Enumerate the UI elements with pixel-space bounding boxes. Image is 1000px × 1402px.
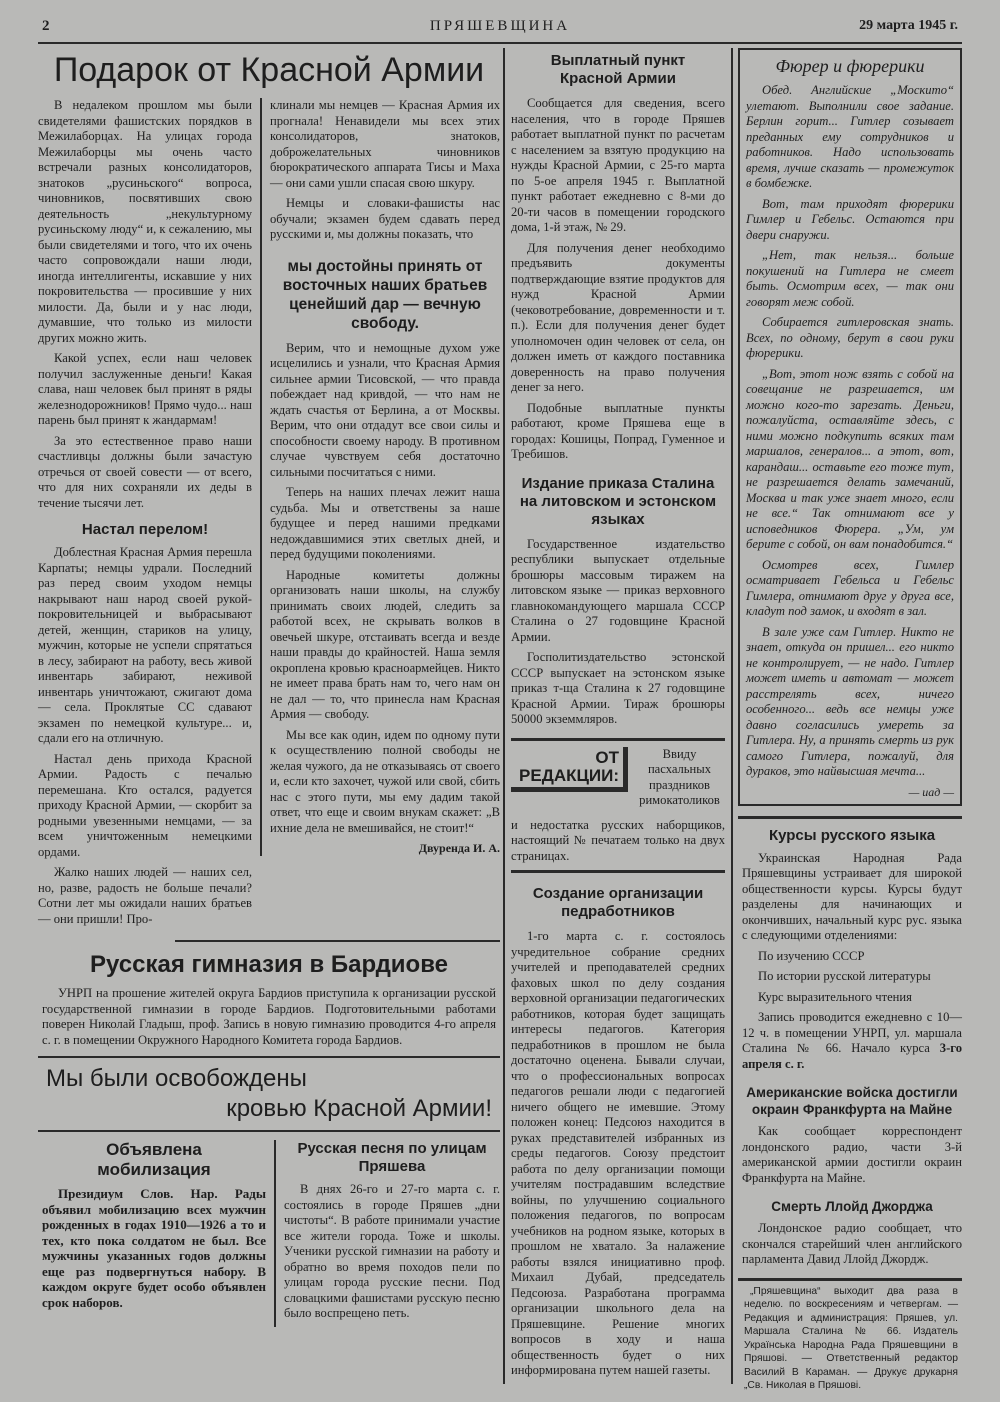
paragraph: В днях 26-го и 27-го марта с. г. состоялись в городе Пряшев „дни чистоты“. В работе принимали участие все жители города. Тоже и школы. Ученики русской гимназии на работу и обратно во время походов пели по улицам города русские песни. Под словацкими фашистами русскую песню было воспрещено петь. (284, 1182, 500, 1320)
article-title-mobilization: Объявлена мобилизация (97, 1140, 211, 1179)
paragraph: Верим, что и немощные духом уже исцелились и узнали, что Красная Армия сильнее армии Тисовской, — что правда побеждает над кривдой, — что нам не ждать счастья от Берлина, а от Москвы. Верим, что они отдадут все свои силы и способности своему народу. В противном случае чувствуем себя достаточно сильными посчитаться с ними. (270, 340, 500, 479)
paragraph: Государственное издательство республики выпускает отдельные брошюры массовым тиражем на литовском языке — приказ верховного главнокомандующего маршала СССР Сталина о 27 годовщине Красной Армии. (511, 536, 725, 644)
article-payment (511, 48, 725, 463)
paragraph (742, 1010, 962, 1072)
paragraph: Президиум Слов. Нар. Рады объявил мобилизацию всех мужчин рожденных в годах 1910—1926 а то и тех, кто пока солдатом не был. Все мужчины указанных годов должны еще раз подвергнуться набору. В каждом округе будет особо объявлен срок наборов. (42, 1186, 266, 1310)
paragraph: Госполитиздательство эстонской СССР выпускает на эстонском языке приказ т-ща Сталина к 27 годовщине Красной Армии. Тираж брошюры 50000 экземмляров. (511, 650, 725, 726)
subheading: Настал перелом! (81, 521, 209, 538)
paragraph: Подобные выплатные пункты работают, кроме Пряшева еще в городах: Кошицы, Попрад, Гуменное и Требишов. (511, 400, 725, 461)
article-title-fuhrer: Фюрер и фюрерики (775, 56, 925, 76)
divider (738, 816, 962, 819)
article-song (274, 1140, 500, 1327)
paragraph: В недалеком прошлом мы были свидетелями фашистских порядков в Межилаборцах. На улицах города Межилаборцы мы очень часто встречали разных консолидаторов, знатоков „русиньского“ вопроса, чиновников, посвятивших свою деятельность „некультурному русиньскому люду“ и, к сежалению, мы были свидетелями и того, что их очень часто сопровождали наши люди, иногда интеллигенты, искавшие у них покровительства — просившие у них милости. Да, были и у нас люди, думавшие, что только из милости других можно жить. (38, 98, 252, 345)
article-title-gymnasium: Русская гимназия в Бардиове (90, 951, 448, 978)
divider (38, 1130, 500, 1132)
bottom-articles (38, 1140, 500, 1327)
paragraph: Теперь на наших плечах лежит наша судьба. Мы и ответствены за наше будущее и перед нашими предками недождавшимися этих светлых дней, и перед будущими поколениями. (270, 485, 500, 561)
editorial-side-text: Ввиду пасхальных праздников римокатоликов (639, 746, 720, 807)
paragraph: Лондонское радио сообщает, что скончался старейший член английского парламента Давид Ллойд Джордж. (742, 1221, 962, 1266)
article-title-courses: Курсы русского языка (768, 826, 936, 844)
list-item: По изучению СССР (758, 948, 865, 963)
paragraph: Мы все как один, идем по одному пути к осуществлению полной свободы не желая чужого, да не отказываясь от своего и, если кто захочет, чужой или свой, сбить нас с этого пути, мы ему дадим такой ответ, что еще и своим внукам скажет: „В ихние дела не вмешивайся, не стоит!“ (270, 727, 500, 835)
article-teachers (511, 885, 725, 1379)
editorial-label (511, 747, 628, 792)
right-column (738, 48, 962, 1393)
page-header (38, 18, 962, 44)
divider (511, 738, 725, 741)
left-column (38, 48, 500, 1327)
paragraph: Вот, там приходят фюрерики Гимлер и Гебельс. Остаются при двери снаружи. (746, 196, 954, 242)
paragraph: Для получения денег необходимо предъявить документы подтверждающие взятие продуктов для нужд Красной Армии (чековотребование, довременности и т. п.). Если для получения денег будет уполномочен один человек от села, он должен иметь от каждого поставника доверенность на право получения денег за него. (511, 240, 725, 394)
paragraph: Сообщается для сведения, всего населения, что в городе Пряшев работает выплатной пункт по расчетам с населением за взятую продукцию на нужды Красной Армии, с 25-го марта по 5-ое апреля 1945 г. Выплатной пункт работает ежедневно с 8-ми до 20-ти часов в помещении городского дома, 1-й этаж, № 29. (511, 96, 725, 234)
divider (175, 940, 500, 942)
article-title-frankfurt: Американские войска достигли окраин Франкфурта на Майне (746, 1085, 958, 1117)
courses-outro: Запись проводится ежедневно с 10—12 ч. в помещении УНРП, ул. маршала Сталина № 66. Начало курса (742, 1010, 962, 1055)
article-order (511, 475, 725, 728)
article-title-teachers: Создание организации педработников (532, 885, 704, 920)
imprint (738, 1281, 962, 1393)
editorial-label-line: РЕДАКЦИИ: (519, 765, 619, 785)
issue-date: 29 марта 1945 г. (859, 18, 958, 33)
article-fuhrer-box (738, 48, 962, 806)
masthead: ПРЯШЕВЩИНА (429, 18, 571, 34)
paragraph: Жалко наших людей — наших сел, но, разве, радость не больше печали? Сотни лет мы ожидали наших братьев — они пришли! Про- (38, 865, 252, 926)
imprint-text: „Пряшевщина“ выходит два раза в неделю. по воскресениям и четвергам. — Редакция и администрация: Пряшев, ул. Маршала Сталина № 66. Издатель Українська Народна Рада Пряшевщини в Пряшові. — Ответственный редактор Василий В Караман. — Друкує друкарня „Св. Николая в Пряшові. (744, 1285, 958, 1391)
paragraph: Осмотрев всех, Гимлер осматривает Гебельса и Гебельс Гимлера, отнимают друг у друга все, кладут под замок, и входят в зал. (746, 557, 954, 618)
paragraph: УНРП на прошение жителей округа Бардиов приступила к организации русской государственной гимназии в городе Бардиов. Подготовительными работами поверен Николай Гладыш, проф. Запись в новую гимназию проводится 4-го апреля с. г. в помещении Окружного Народного Комитета города Бардиов. (42, 986, 496, 1047)
article-gift (38, 98, 500, 932)
paragraph: „Вот, этот нож взять с собой на совещание не разрешается, им можно кого-то зарезать. Деньги, пожалуйста, оставляйте здесь, с ними можно подкупить всяких там маршалов, генералов... а этот, вот, карандаш... оставьте его тоже тут, не разрешается делать замечаний, Москва и так уже знает много, если не все.“ Так отнимают все у исповедников Фюрера. „Ум, ум берите с собой, он вам понадобится.“ (746, 366, 954, 551)
article-gift-col2 (260, 98, 500, 856)
signature: Двуренда И. А. (418, 841, 500, 855)
slogan-line2: кровью Красной Армии! (226, 1095, 492, 1122)
paragraph: Обед. Английские „Москито“ улетают. Выполнили свое задание. Берлин горит... Гитлер созывает преданных ему сотрудников и работников. Надо использовать время, лучше сказать — промежуток в бомбежке. (746, 83, 954, 190)
article-gymnasium (38, 982, 500, 1048)
paragraph: клинали мы немцев — Красная Армия их прогнала! Ненавидели мы всех этих консолидаторов, знатоков, доброжелательных чиновников бюрократического аппарата Тисы и Маха — они сами ушли спасая свою шкуру. (270, 98, 500, 190)
editorial-text: и недостатка русских наборщиков, настоящий № печатаем только на двух страницах. (511, 817, 725, 863)
paragraph: В зале уже сам Гитлер. Никто не знает, откуда он пришел... его никто не контролирует, — не надо. Гитлер может иметь и автомат — может расстрелять всех, ничего особенного... ведь все немцы уже давно согласились умереть за Гитлера. Ну, а принять смерть из рук самого Гитлера, пожалуй, для дураков, это найвысшая мечта... (746, 624, 954, 778)
article-title-lloyd: Смерть Ллойд Джорджа (771, 1199, 933, 1214)
article-title-order: Издание приказа Сталина на литовском и эстонском языках (519, 474, 717, 528)
article-title-gift: Подарок от Красной Армии (53, 51, 485, 89)
list-item: Курс выразительного чтения (758, 989, 912, 1004)
paragraph: 1-го марта с. г. состоялось учредительное собрание средних учителей и преподавателей средних фаховых школ по делу создания верховной организации педагогических работников, которая будет защищать интересы педагогов. Категория педработников в прошлом не была достаточно оценена. Бывали случаи, что о профессиональных вопросах педагогов решали люди с педагогией ничего общего не имевшие. Этому положен конец: Педсоюз находится в руках представителей избранных из среды педагогов. Союзу предстоит работа по делу организации помощи учителям пострадавшим вследствие войны, по улучшению социального положения педагогов, по вопросам учебников на родном языке, которых в прошлом не хватало. За налажение работы взялся инициативно проф. Михаил Дубай, председатель Педсоюза. Разработана программа организации школьного дела на Пряшевщине. Решение многих вопросов в ходу и наша общественность будет о них информирована путем нашей газеты. (511, 929, 725, 1377)
editorial-note (511, 738, 725, 874)
divider (511, 870, 725, 873)
paragraph: Украинская Народная Рада Пряшевщины устраивает для широкой общественности курсы. Курсы будут разделены для начинающих и окончивших, начальный курс рус. языка с следующими отделениями: (742, 850, 962, 942)
paragraph: Народные комитеты должны организовать наши школы, на службу принимать своих людей, следить за работой всех, не скрывать волков в овечьей шкуре, отстаивать всегда и везде наши правды до крайностей. Наша земля окроплена кровью красноармейцев. Никто не имеет права брать нам то, чего нам он не дал — то, что принесла нам Красная Армия — свободу. (270, 567, 500, 721)
article-courses (738, 827, 962, 1268)
list-item: По истории русской литературы (758, 969, 931, 983)
slogan (38, 1058, 500, 1130)
paragraph: Собирается гитлеровская знать. Всех, по одному, берут в свои руки фюрерики. (746, 315, 954, 360)
paragraph: Как сообщает корреспондент лондонского радио, части 3-й американской армии достигли окраин Франкфурта на Майне. (742, 1124, 962, 1185)
article-mobilization (38, 1140, 274, 1315)
paragraph: За это естественное право наши счастливцы должны были зачастую отречься от своей совести — от всего, что для них сохраняли их деды в течение тысячи лет. (38, 433, 252, 510)
paragraph: „Нет, так нельзя... больше покушений на Гитлера не смеет быть. Осмотрим всех, — так они говорят меж собой. (746, 248, 954, 309)
signature: — иад — (908, 784, 954, 799)
article-title-song: Русская песня по улицам Пряшева (297, 1140, 487, 1175)
paragraph: Настал день прихода Красной Армии. Радость с печалью перемешана. Кто остался, радуется приходу Красной Армии, — скорбит за родными увезенными немцами, — за всем уничтоженным немецкими ордами. (38, 751, 252, 859)
subheading: мы достойны принять от восточных наших братьев ценейший дар — вечную свободу. (282, 257, 488, 332)
paragraph: Немцы и словаки-фашисты нас обучали; экзамен будем сдавать перед русскими и, мы должны показать, что (270, 196, 500, 241)
page-number: 2 (42, 18, 50, 34)
paragraph: Какой успех, если наш человек получил заслуженные деньги! Какая слава, наш человек был принят в ряды железнодорожников! Прямо чудо... наш парень был принят к жандармам! (38, 351, 252, 427)
article-gift-col1 (38, 98, 260, 932)
editorial-label-line: ОТ (595, 747, 619, 767)
paragraph: Доблестная Красная Армия перешла Карпаты; немцы удрали. Последний раз перед своим уходом немцы накрывают наш народ своей рукой-покровительницей и выбрасывают детей, женщин, стариков на улицу, мужчин, которые не успели спрятаться в лесу, забирают на работу, весь живой инвентарь забирают, неживой инвентарь уничтожают, сжигают дома — села. Проклятые СС сдавают экзамен по немецкой культуре... и, сдали его на отличную. (38, 545, 252, 745)
slogan-line1: Мы были освобождены (46, 1065, 307, 1092)
courses-start: 3-го апреля с. г. (742, 1041, 962, 1071)
article-title-payment: Выплатный пункт Красной Армии (550, 52, 686, 87)
middle-column (503, 48, 733, 1384)
